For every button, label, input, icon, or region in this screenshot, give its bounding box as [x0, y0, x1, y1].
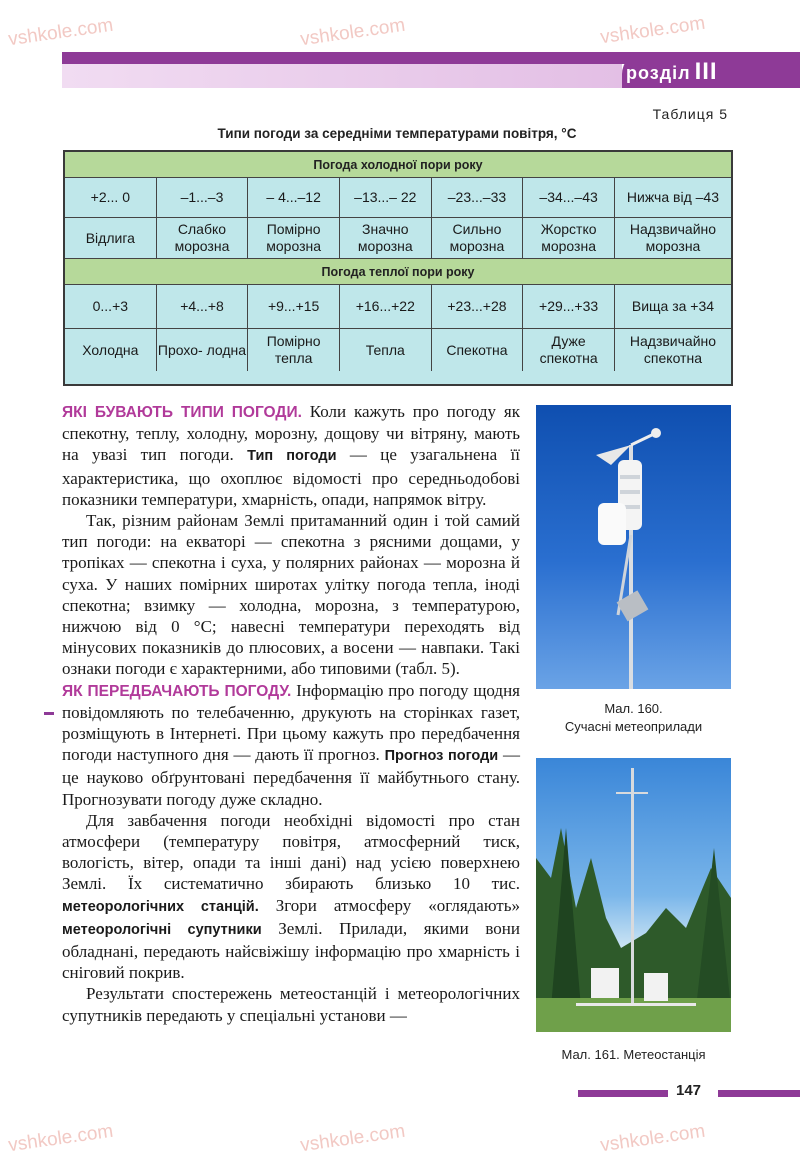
warm-season-header: Погода теплої пори року [65, 259, 731, 285]
figure-caption [536, 700, 731, 736]
table-cell: Надзвичайно морозна [615, 218, 731, 259]
table-cell: Холодна [65, 329, 157, 371]
table-cell: Дуже спекотна [523, 329, 615, 371]
table-cell: Прохо- лодна [157, 329, 249, 371]
text-run: Коли кажуть про погоду як спекотну, теплу, холодну, морозну, дощову чи вітряну, мають на увазі тип погоди. [62, 402, 520, 465]
weather-types-table [63, 150, 733, 386]
page-number: 147 [676, 1082, 702, 1099]
figure-number: Мал. 160. [604, 701, 663, 716]
paragraph: Результати спостережень метеостанцій і метеорологічних супутників передають у спеціальні установи — [62, 984, 520, 1025]
text-run: — це узагальнена її характеристика, що охоплює відомості про середньодобові показники температури, хмарність, опади, напрямок вітру. [62, 445, 520, 509]
table-cell: Сильно морозна [432, 218, 524, 259]
table-cell: Помірно морозна [248, 218, 340, 259]
weather-station-photo [536, 758, 731, 1032]
table-cell: +29...+33 [523, 285, 615, 329]
table-cell: Тепла [340, 329, 432, 371]
figure-caption: Мал. 161. Метеостанція [561, 1047, 706, 1062]
term: Тип погоди [247, 448, 337, 465]
paragraph [62, 680, 520, 810]
text-run: Для завбачення погоди необхідні відомості про стан атмосфери (температуру повітря, атмосферний тиск, вологість, вітер, опади та інші дані) над усією поверхнею Землі. Їх систематично збирають близько 10 тис. [62, 810, 520, 894]
table-number: Таблиця 5 [652, 106, 728, 122]
table-cell: –1...–3 [157, 178, 249, 218]
section-number: III [694, 58, 718, 85]
table-cell: +4...+8 [157, 285, 249, 329]
paragraph [62, 401, 520, 510]
watermark: vshkole.com [298, 1120, 407, 1157]
section-word: розділ [626, 63, 691, 83]
section-label [626, 58, 718, 86]
table-row [65, 178, 731, 218]
table-cell: +9...+15 [248, 285, 340, 329]
table-cell: 0...+3 [65, 285, 157, 329]
table-cell: Вища за +34 [615, 285, 731, 329]
table-cell: +23...+28 [432, 285, 524, 329]
table-row [65, 329, 731, 371]
term: Прогноз погоди [384, 748, 499, 765]
cold-season-header: Погода холодної пори року [65, 152, 731, 178]
paragraph: Так, різним районам Землі притаманний один і той самий тип погоди: на екваторі — спекотна з рясними дощами, у тропіках — спекотна і суха, у полярних районах — морозна й суха. У наших помірних широтах улітку погода тепла, іноді спекотна; взимку — холодна, морозна, з температурою, нижчою від 0 °С; навесні температури переходять від мінусових показників до плюсових, а восени — навпаки. Такі ознаки погоди є характерними, або типовими (табл. 5). [62, 511, 520, 679]
table-row [65, 218, 731, 259]
table-cell: Нижча від –43 [615, 178, 731, 218]
text-run: — це науково обґрунтовані передбачення її майбутнього стану. Прогнозувати погоду дуже складно. [62, 745, 520, 809]
table-cell: –34...–43 [523, 178, 615, 218]
table-cell: –13...– 22 [340, 178, 432, 218]
table-cell: Помірно тепла [248, 329, 340, 371]
table-cell: Відлига [65, 218, 157, 259]
section-heading: ЯКІ БУВАЮТЬ ТИПИ ПОГОДИ. [62, 404, 302, 421]
table-cell: Жорстко морозна [523, 218, 615, 259]
table-row [65, 285, 731, 329]
main-text [62, 401, 520, 1026]
table-cell: +2... 0 [65, 178, 157, 218]
table-cell: –23...–33 [432, 178, 524, 218]
table-cell: – 4...–12 [248, 178, 340, 218]
section-heading: ЯК ПЕРЕДБАЧАЮТЬ ПОГОДУ. [62, 682, 292, 700]
margin-marker [44, 712, 54, 715]
weather-instruments-photo [536, 405, 731, 689]
watermark: vshkole.com [598, 12, 707, 49]
table-cell: +16...+22 [340, 285, 432, 329]
watermark: vshkole.com [6, 1120, 115, 1157]
table-cell: Надзвичайно спекотна [629, 333, 717, 366]
paragraph [62, 810, 520, 984]
watermark: vshkole.com [298, 14, 407, 51]
term: метеорологічні супутники [62, 921, 262, 938]
table-cell: Спекотна [432, 329, 524, 371]
table-title: Типи погоди за середніми температурами повітря, °С [217, 126, 577, 141]
text-run: Згори атмосферу «оглядають» [258, 895, 520, 915]
watermark: vshkole.com [598, 1120, 707, 1157]
text-run: Землі. Прилади, якими вони обладнані, передають найсвіжішу інформацію про хмарність і сніговий покрив. [62, 918, 520, 983]
table-cell: Значно морозна [340, 218, 432, 259]
figure-title: Сучасні метеоприлади [564, 719, 703, 734]
table-cell: Слабко морозна [157, 218, 249, 259]
text-run: Інформацію про погоду щодня повідомляють по телебаченню, друкують на сторінках газет, розміщують в Інтернеті. При цьому кажуть про передбачення погоди наступного дня — дають її прогноз. [62, 680, 520, 765]
term: метеорологічних станцій. [62, 898, 259, 915]
watermark: vshkole.com [6, 14, 115, 51]
